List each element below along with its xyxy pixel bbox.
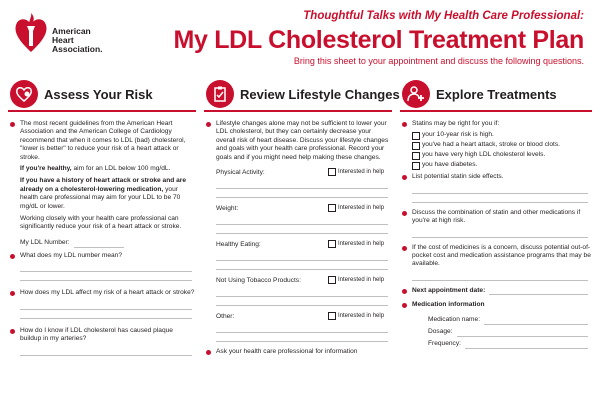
- lifestyle-row-physical-activity: Physical Activity: Interested in help: [216, 169, 385, 177]
- answer-line[interactable]: [20, 301, 192, 310]
- answer-line[interactable]: [412, 185, 588, 194]
- dosage-field[interactable]: Dosage:: [428, 325, 588, 337]
- answer-line[interactable]: [20, 347, 192, 356]
- medication-name-field[interactable]: Medication name:: [428, 313, 588, 325]
- answer-line[interactable]: [20, 272, 192, 281]
- answer-line[interactable]: [216, 297, 388, 306]
- assess-risk-title: Assess Your Risk: [44, 87, 153, 102]
- statin-option[interactable]: your 10-year risk is high.: [400, 131, 592, 141]
- assess-risk-column: [8, 80, 196, 400]
- answer-line[interactable]: [216, 225, 388, 234]
- page-instruction: Bring this sheet to your appointment and discuss the following questions.: [293, 56, 584, 66]
- heart-torch-icon: [14, 12, 48, 56]
- list-item: Medication information: [400, 301, 592, 309]
- page-title: My LDL Cholesterol Treatment Plan: [173, 26, 584, 54]
- list-item: How do I know if LDL cholesterol has caused plaque buildup in my arteries?: [8, 327, 196, 344]
- list-item: List potential statin side effects.: [400, 173, 592, 181]
- answer-line[interactable]: [412, 229, 588, 238]
- answer-line[interactable]: [20, 263, 192, 272]
- list-item: Statins may be right for you if:: [400, 120, 592, 128]
- interested-checkbox[interactable]: [328, 204, 336, 212]
- ldl-number-field[interactable]: My LDL Number:: [20, 236, 192, 248]
- lifestyle-title: Review Lifestyle Changes: [240, 87, 400, 102]
- list-item: If the cost of medicines is a concern, discuss potential out-of-pocket cost and medication assistance programs that may be available.: [400, 244, 592, 269]
- interested-checkbox[interactable]: [328, 312, 336, 320]
- lifestyle-header: [204, 80, 400, 112]
- answer-line[interactable]: [216, 324, 388, 333]
- heart-gear-icon: [10, 80, 38, 108]
- interested-checkbox[interactable]: [328, 240, 336, 248]
- history-note: If you have a history of heart attack or stroke and are already on a cholesterol-lowering medication, your health care professional may aim for your LDL to be 70 mg/dL or lower.: [20, 177, 186, 210]
- treatments-column: [400, 80, 592, 400]
- healthy-note: If you're healthy, aim for an LDL below 100 mg/dL.: [20, 165, 171, 173]
- logo-text: American Heart Association.: [52, 26, 103, 54]
- list-item: The most recent guidelines from the American Heart Association and the American College of Cardiology recommend that when it comes to LDL (bad) cholesterol, "lower is better" to reduce your risk of a heart attack or stroke.: [8, 120, 196, 162]
- answer-line[interactable]: [216, 252, 388, 261]
- header: [0, 0, 600, 72]
- statin-option[interactable]: you've had a heart attack, stroke or blood clots.: [400, 141, 592, 151]
- aha-logo: [14, 12, 124, 62]
- next-appointment-field[interactable]: Next appointment date:: [400, 287, 592, 295]
- answer-line[interactable]: [216, 333, 388, 342]
- page-subtitle: Thoughtful Talks with My Health Care Professional:: [303, 10, 584, 22]
- answer-line[interactable]: [412, 272, 588, 281]
- answer-line[interactable]: [216, 180, 388, 189]
- lifestyle-row-healthy-eating: Healthy Eating: Interested in help: [216, 241, 385, 249]
- interested-checkbox[interactable]: [328, 168, 336, 176]
- assess-risk-header: [8, 80, 196, 112]
- answer-line[interactable]: [216, 189, 388, 198]
- answer-line[interactable]: [20, 310, 192, 319]
- interested-checkbox[interactable]: [328, 276, 336, 284]
- list-item: Ask your health care professional for information: [204, 348, 392, 356]
- list-item: How does my LDL affect my risk of a heart attack or stroke?: [8, 289, 196, 297]
- statin-option[interactable]: you have diabetes.: [400, 161, 592, 171]
- working-note: Working closely with your health care professional can significantly reduce your risk of a heart attack or stroke.: [20, 215, 182, 231]
- lifestyle-row-weight: Weight: Interested in help: [216, 205, 385, 213]
- list-item: What does my LDL number mean?: [8, 252, 196, 260]
- answer-line[interactable]: [216, 216, 388, 225]
- lifestyle-column: [204, 80, 400, 400]
- lifestyle-row-tobacco: Not Using Tobacco Products: Interested in help: [216, 277, 385, 285]
- treatments-title: Explore Treatments: [436, 87, 557, 102]
- answer-line[interactable]: [216, 288, 388, 297]
- answer-line[interactable]: [412, 194, 588, 203]
- statin-option[interactable]: you have very high LDL cholesterol levels.: [400, 151, 592, 161]
- person-plus-icon: [402, 80, 430, 108]
- clipboard-icon: [206, 80, 234, 108]
- list-item: Discuss the combination of statin and other medications if you're at high risk.: [400, 209, 592, 226]
- list-item: Lifestyle changes alone may not be sufficient to lower your LDL cholesterol, but they can certainly decrease your overall risk of heart disease. Discuss your lifestyle changes and goals with your health care professional. Record your goals and if you might need help making these changes.: [204, 120, 392, 162]
- treatments-header: [400, 80, 592, 112]
- answer-line[interactable]: [216, 261, 388, 270]
- lifestyle-row-other: Other: Interested in help: [216, 313, 385, 321]
- frequency-field[interactable]: Frequency:: [428, 337, 588, 349]
